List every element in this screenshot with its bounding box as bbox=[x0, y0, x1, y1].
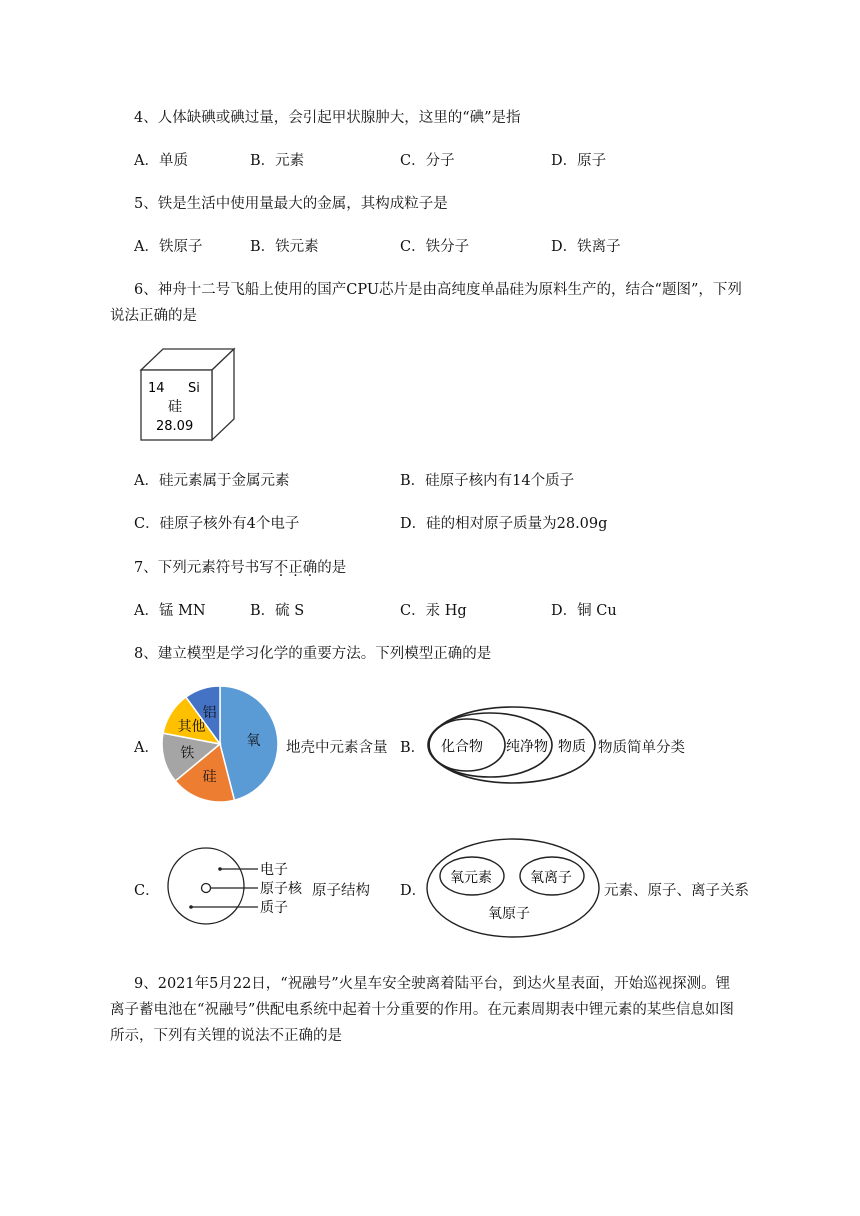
pie-label-1: 硅 bbox=[202, 768, 217, 785]
label-substance: 物质 bbox=[558, 739, 586, 755]
q5-option-d: D．铁离子 bbox=[551, 239, 621, 255]
q6-option-b: B．硅原子核内有14个质子 bbox=[400, 473, 575, 489]
q6-option-c: C．硅原子核外有4个电子 bbox=[134, 516, 300, 532]
element-atom-ion-diagram bbox=[424, 836, 602, 940]
q7-option-c: C．汞 Hg bbox=[400, 603, 467, 619]
q9-line2: 离子蓄电池在“祝融号”供配电系统中起着十分重要的作用。在元素周期表中锂元素的某些信息如图 bbox=[110, 1002, 734, 1018]
label-electron: 电子 bbox=[260, 862, 288, 878]
label-compound: 化合物 bbox=[441, 739, 483, 755]
tile-name: 硅 bbox=[168, 399, 182, 415]
q8-option-c-caption: 原子结构 bbox=[312, 883, 370, 899]
label-oxygen-element: 氧元素 bbox=[450, 870, 492, 886]
tile-mass: 28.09 bbox=[156, 419, 194, 434]
q5-stem: 5、铁是生活中使用量最大的金属，其构成粒子是 bbox=[134, 196, 448, 212]
tile-symbol: Si bbox=[188, 381, 200, 396]
q4-option-c: C．分子 bbox=[400, 153, 455, 169]
pie-label-2: 铁 bbox=[180, 745, 195, 762]
q4-option-b: B．元素 bbox=[250, 153, 305, 169]
substance-classification-diagram bbox=[426, 702, 598, 788]
q7-option-b: B．硫 S bbox=[250, 603, 305, 619]
q7-stem bbox=[134, 556, 346, 577]
q6-stem-line2: 说法正确的是 bbox=[110, 308, 197, 324]
q8-option-a-letter: A． bbox=[134, 740, 159, 756]
q8-option-b-caption: 物质简单分类 bbox=[598, 740, 685, 756]
pie-label-3: 其他 bbox=[177, 718, 206, 735]
q8-stem: 8、建立模型是学习化学的重要方法。下列模型正确的是 bbox=[134, 646, 492, 662]
q8-option-b-letter: B． bbox=[400, 740, 426, 756]
tile-atomic-number: 14 bbox=[148, 381, 165, 396]
q7-option-a: A．锰 MN bbox=[134, 603, 206, 619]
q8-option-c-letter: C． bbox=[134, 883, 160, 899]
label-oxygen-ion: 氧离子 bbox=[530, 870, 572, 886]
q7-stem-after: 的是 bbox=[317, 560, 347, 576]
q5-option-b: B．铁元素 bbox=[250, 239, 319, 255]
q5-option-a: A．铁原子 bbox=[134, 239, 203, 255]
label-pure-substance: 纯净物 bbox=[506, 739, 548, 755]
q8-option-d-caption: 元素、原子、离子关系 bbox=[604, 883, 749, 899]
q4-stem: 4、人体缺碘或碘过量，会引起甲状腺肿大，这里的“碘”是指 bbox=[134, 110, 521, 126]
label-nucleus: 原子核 bbox=[260, 881, 302, 897]
q4-option-a: A．单质 bbox=[134, 153, 188, 169]
q7-stem-before: 7、下列元素符号书写 bbox=[134, 560, 274, 576]
q8-option-d-letter: D． bbox=[400, 883, 427, 899]
atom-structure-diagram bbox=[160, 846, 312, 926]
q9-line3: 所示，下列有关锂的说法不正确的是 bbox=[110, 1028, 342, 1044]
q9-line1: 9、2021年5月22日，“祝融号”火星车安全驶离着陆平台，到达火星表面，开始巡视探测。锂 bbox=[134, 976, 731, 992]
atom-outer-circle bbox=[168, 848, 244, 924]
label-oxygen-atom: 氧原子 bbox=[488, 906, 530, 922]
crust-elements-pie-chart bbox=[156, 684, 284, 806]
q8-option-a-caption: 地壳中元素含量 bbox=[286, 740, 388, 756]
q6-option-d: D．硅的相对原子质量为28.09g bbox=[400, 516, 608, 532]
q7-emph-3: 确 bbox=[302, 560, 318, 576]
q5-option-c: C．铁分子 bbox=[400, 239, 470, 255]
q6-option-a: A．硅元素属于金属元素 bbox=[134, 473, 290, 489]
pie-label-4: 铝 bbox=[202, 705, 217, 722]
q7-option-d: D．铜 Cu bbox=[551, 603, 617, 619]
label-proton: 质子 bbox=[260, 900, 288, 916]
outer-ellipse bbox=[427, 839, 599, 937]
q4-option-d: D．原子 bbox=[551, 153, 607, 169]
q7-emph-1: 不 bbox=[273, 560, 289, 576]
pie-label-0: 氧 bbox=[246, 732, 261, 749]
nucleus-circle bbox=[202, 884, 211, 893]
silicon-element-tile bbox=[136, 344, 240, 444]
q6-stem-line1: 6、神舟十二号飞船上使用的国产CPU芯片是由高纯度单晶硅为原料生产的，结合“题图”，下列 bbox=[134, 282, 742, 298]
q7-emph-2: 正 bbox=[288, 560, 303, 576]
